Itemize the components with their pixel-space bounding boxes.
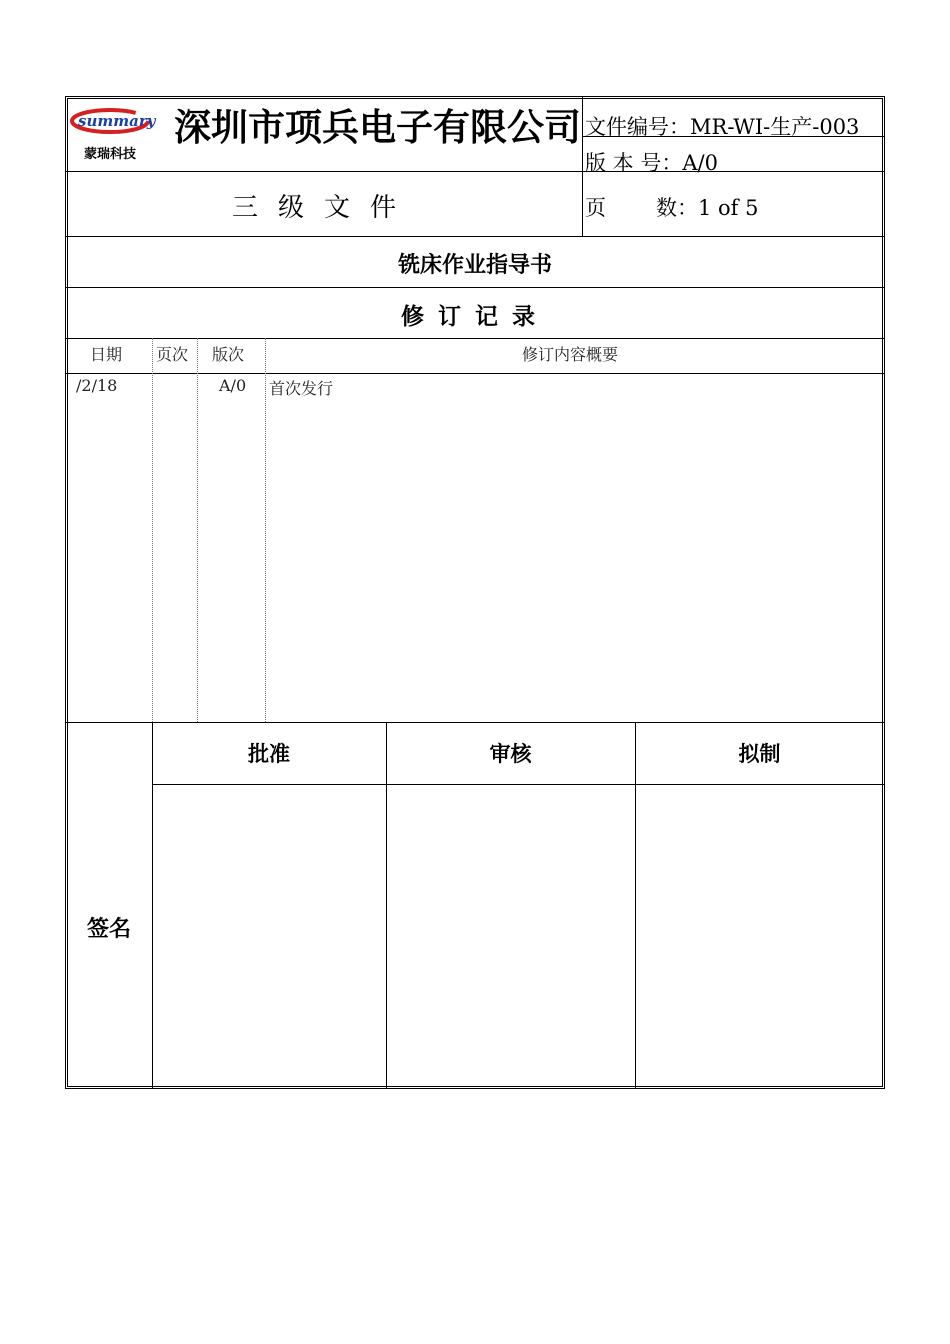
divider [635,722,636,1088]
divider [66,338,884,339]
doc-title: 铣床作业指导书 [397,253,552,278]
col-version: 版次 [212,345,245,364]
cell-date: /2/18 [76,376,118,395]
divider [66,236,884,237]
revision-record-title: 修订记录 [401,304,549,330]
doc-version: 版 本 号：A/0 [585,151,718,175]
divider [582,97,583,236]
logo-subtitle: 蒙瑞科技 [84,147,137,162]
divider [66,287,884,288]
divider [152,722,153,1088]
svg-text:summary: summary [78,112,156,130]
signoff-row-label: 签名 [86,917,131,942]
doc-level: 三级文件 [231,193,416,223]
divider [66,722,884,723]
col-date: 日期 [90,345,123,364]
doc-pages-value: 数：1 of 5 [656,196,759,220]
cell-summary: 首次发行 [269,379,334,398]
signoff-review: 审核 [489,742,532,766]
divider [66,171,884,172]
divider [386,722,387,1088]
col-summary: 修订内容概要 [522,345,619,364]
divider [265,338,266,722]
divider [152,338,153,722]
company-logo [70,101,156,163]
doc-pages-label: 页 [585,196,606,220]
divider [152,784,884,785]
divider [197,338,198,722]
company-name: 深圳市项兵电子有限公司 [174,106,581,149]
col-page: 页次 [156,345,189,364]
divider [66,373,884,374]
signoff-draft: 拟制 [738,742,781,766]
cell-version: A/0 [219,376,247,395]
divider [582,136,884,137]
document-sheet [65,96,885,1089]
signoff-approve: 批准 [248,742,290,766]
doc-number: 文件编号：MR-WI-生产-003 [585,115,860,139]
